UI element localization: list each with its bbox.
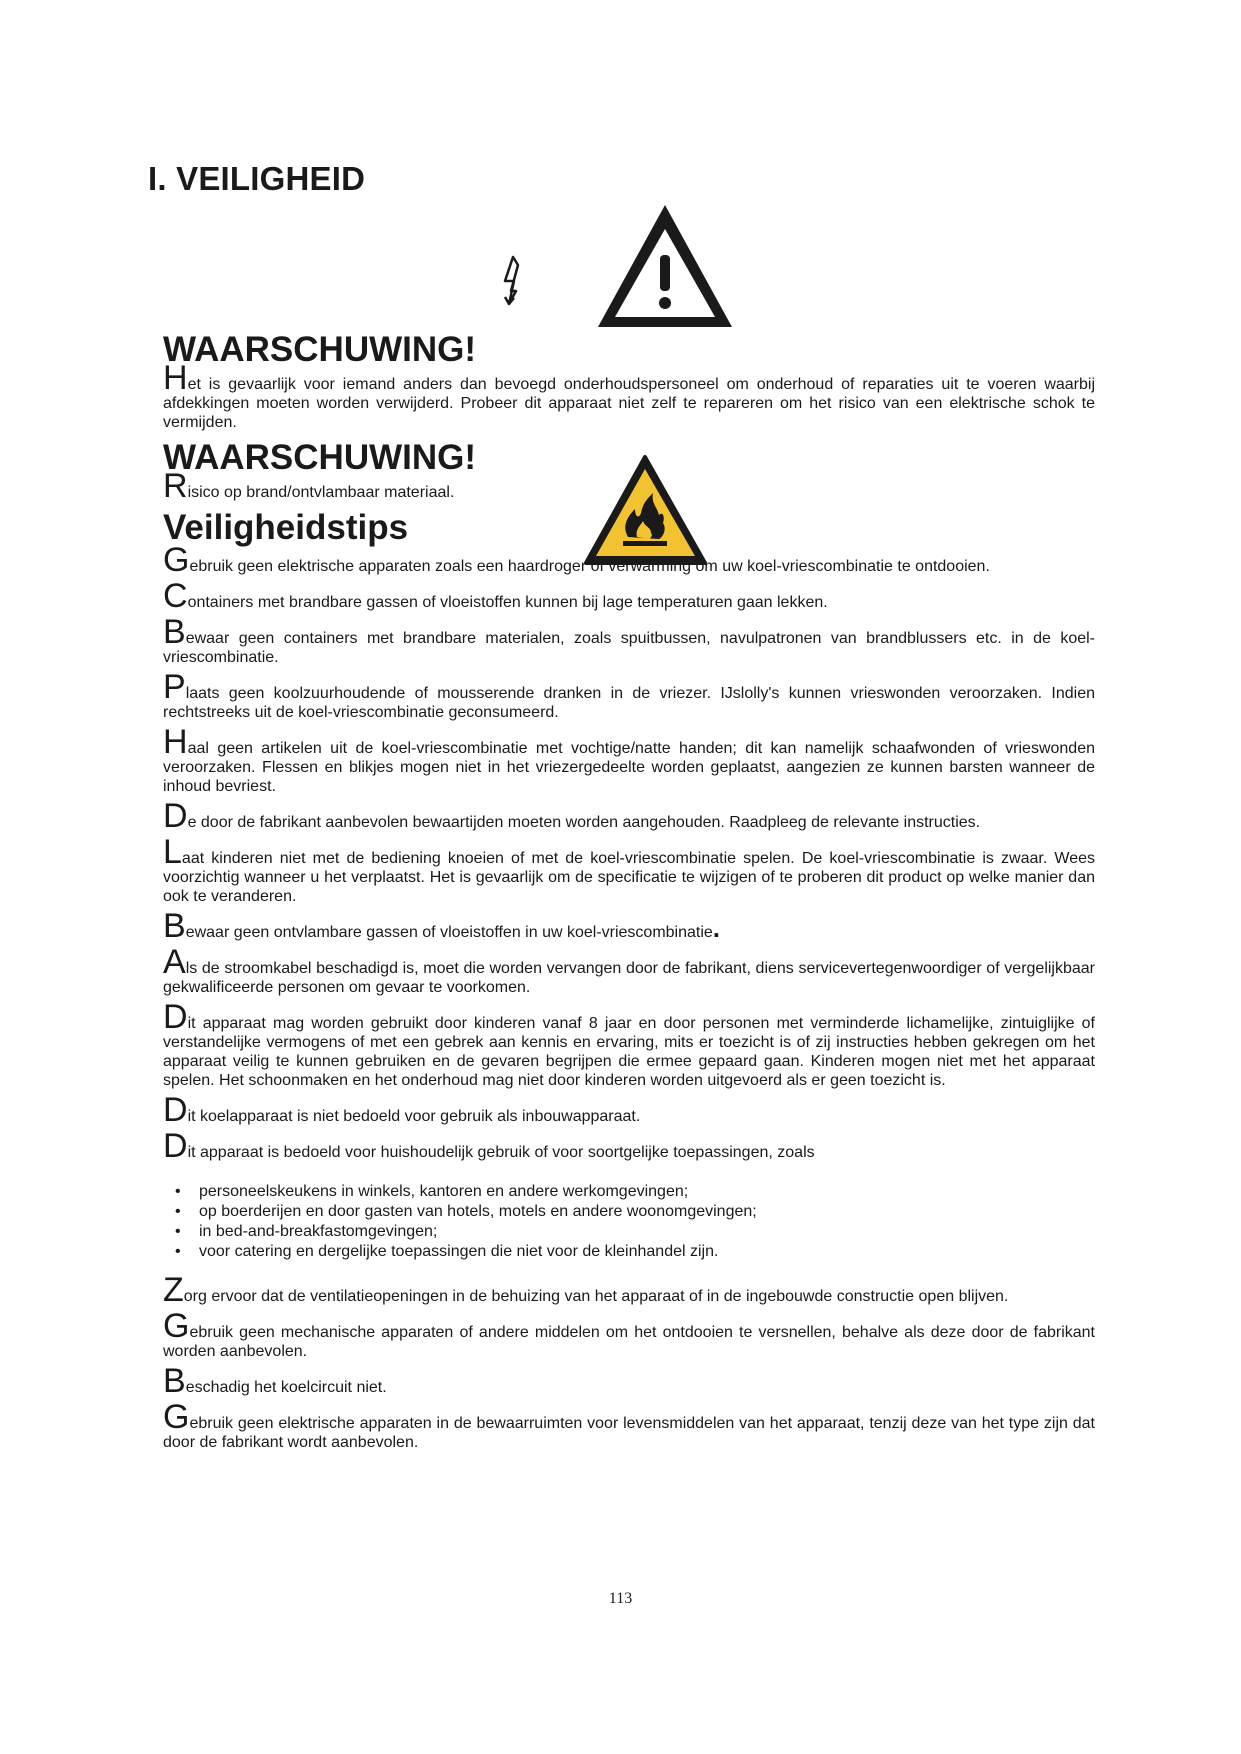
safety-tip: [163, 613, 1095, 667]
safety-tip: [163, 943, 1095, 997]
safety-tip: [163, 833, 1095, 906]
content-column: [163, 330, 1095, 1452]
drop-cap: D: [163, 1127, 188, 1165]
safety-tip: [163, 541, 1095, 579]
paragraph-text: ebruik geen elektrische apparaten in de bewaarruimten voor levensmiddelen van het apparaat, tenzij deze van het type zijn dat door de fabrikant wordt aanbevolen.: [163, 1415, 1095, 1451]
paragraph-text: ewaar geen ontvlambare gassen of vloeistoffen in uw koel-vriescombinatie: [185, 924, 713, 941]
list-item: • voor catering en dergelijke toepassingen die niet voor de kleinhandel zijn.: [175, 1242, 1095, 1262]
drop-cap: Z: [163, 1271, 184, 1309]
safety-tip: [163, 723, 1095, 796]
usage-list: [163, 1182, 1095, 1262]
drop-cap: B: [163, 907, 186, 945]
paragraph-text: it apparaat mag worden gebruikt door kinderen vanaf 8 jaar en door personen met verminderde lichamelijke, zintuiglijke of verstandelijke vermogens of met een gebrek aan kennis en ervaring, mits er toezicht is of zij instructies hebben gekregen om het apparaat veilig te kunnen gebruiken en de gevaren begrijpen die ermee gepaard gaan. Kinderen mogen niet met het apparaat spelen. Het schoonmaken en het onderhoud mag niet door kinderen worden uitgevoerd als er geen toezicht is.: [163, 1015, 1095, 1089]
safety-tip: [163, 668, 1095, 722]
safety-tip: [163, 1091, 1095, 1129]
drop-cap: B: [163, 613, 186, 651]
warning-heading-fire: WAARSCHUWING!: [163, 438, 477, 477]
drop-cap: G: [163, 1398, 190, 1436]
paragraph-text: it apparaat is bedoeld voor huishoudelijk gebruik of voor soortgelijke toepassingen, zoals: [187, 1144, 815, 1161]
paragraph-text: it koelapparaat is niet bedoeld voor gebruik als inbouwapparaat.: [187, 1108, 641, 1125]
safety-tip: [163, 998, 1095, 1090]
drop-cap: B: [163, 1362, 186, 1400]
safety-tip: [163, 1127, 1095, 1165]
paragraph-text: ewaar geen containers met brandbare materialen, zoals spuitbussen, navulpatronen van brandblussers etc. in de koel-vriescombinatie.: [163, 630, 1095, 666]
paragraph-text: ontainers met brandbare gassen of vloeistoffen kunnen bij lage temperaturen gaan lekken.: [187, 594, 828, 611]
paragraph-text: isico op brand/ontvlambaar materiaal.: [187, 484, 455, 501]
warning-symbols: [500, 205, 750, 335]
safety-tip: [163, 907, 1095, 945]
safety-tip: [163, 797, 1095, 835]
drop-cap: D: [163, 797, 188, 835]
drop-cap: C: [163, 577, 188, 615]
list-item: • in bed-and-breakfastomgevingen;: [175, 1222, 1095, 1242]
safety-tip: [163, 577, 1095, 615]
paragraph-text: et is gevaarlijk voor iemand anders dan bevoegd onderhoudspersoneel om onderhoud of reparaties uit te voeren waarbij afdekkingen moeten worden verwijderd. Probeer dit apparaat niet zelf te repareren om het risico van een elektrische schok te vermijden.: [163, 376, 1095, 431]
paragraph-text: ls de stroomkabel beschadigd is, moet die worden vervangen door de fabrikant, diens servicevertegenwoordiger of vergelijkbaar gekwalificeerde personen om gevaar te voorkomen.: [163, 960, 1095, 996]
warning-symbols-graphic: [500, 205, 750, 335]
warning-paragraph-fire: [163, 467, 1095, 505]
drop-cap: P: [163, 668, 186, 706]
paragraph-text: aat kinderen niet met de bediening knoeien of met de koel-vriescombinatie spelen. De koel-vriescombinatie is zwaar. Wees voorzichtig wanneer u het verplaatst. Het is gevaarlijk om de specificatie te wijzigen of te proberen dit product op welke manier dan ook te veranderen.: [163, 850, 1095, 905]
drop-cap: R: [163, 467, 188, 505]
paragraph-text: ebruik geen elektrische apparaten zoals een haardroger of verwarming om uw koel-vriescombinatie te ontdooien.: [189, 558, 990, 575]
drop-cap: G: [163, 541, 190, 579]
drop-cap: G: [163, 1307, 190, 1345]
drop-cap: L: [163, 833, 182, 871]
paragraph-text: laats geen koolzuurhoudende of mousserende dranken in de vriezer. IJslolly's kunnen vrieswonden veroorzaken. Indien rechtstreeks uit de koel-vriescombinatie geconsumeerd.: [163, 685, 1095, 721]
safety-tips-heading: Veiligheidstips: [163, 508, 409, 547]
warning-heading-electrical: WAARSCHUWING!: [163, 330, 477, 369]
warning-triangle-icon: [598, 205, 732, 327]
page-number: 113: [608, 1590, 633, 1607]
warning-paragraph-electrical: [163, 359, 1095, 432]
drop-cap: D: [163, 998, 188, 1036]
paragraph-text: eschadig het koelcircuit niet.: [185, 1379, 387, 1396]
drop-cap: H: [163, 723, 188, 761]
drop-cap: D: [163, 1091, 188, 1129]
paragraph-text: aal geen artikelen uit de koel-vriescombinatie met vochtige/natte handen; dit kan namelijk schaafwonden of vrieswonden veroorzaken. Flessen en blikjes mogen niet in het vriezergedeelte worden geplaatst, aangezien ze kunnen barsten wanneer de inhoud bevriest.: [163, 740, 1095, 795]
trailing-period: .: [712, 913, 721, 943]
lightning-bolt-icon: [505, 257, 518, 304]
safety-tip: [163, 1362, 1095, 1400]
section-title: I. VEILIGHEID: [148, 160, 366, 197]
safety-tip: [163, 1398, 1095, 1452]
list-item: • op boerderijen en door gasten van hotels, motels en andere woonomgevingen;: [175, 1202, 1095, 1222]
paragraph-text: ebruik geen mechanische apparaten of andere middelen om het ontdooien te versnellen, behalve als deze door de fabrikant worden aanbevolen.: [163, 1324, 1095, 1360]
paragraph-text: e door de fabrikant aanbevolen bewaartijden moeten worden aangehouden. Raadpleeg de relevante instructies.: [187, 814, 981, 831]
safety-tip: [163, 1271, 1095, 1309]
safety-tip: [163, 1307, 1095, 1361]
drop-cap: H: [163, 359, 188, 397]
paragraph-text: org ervoor dat de ventilatieopeningen in de behuizing van het apparaat of in de ingebouwde constructie open blijven.: [183, 1288, 1009, 1305]
drop-cap: A: [163, 943, 186, 981]
list-item: • personeelskeukens in winkels, kantoren en andere werkomgevingen;: [175, 1182, 1095, 1202]
